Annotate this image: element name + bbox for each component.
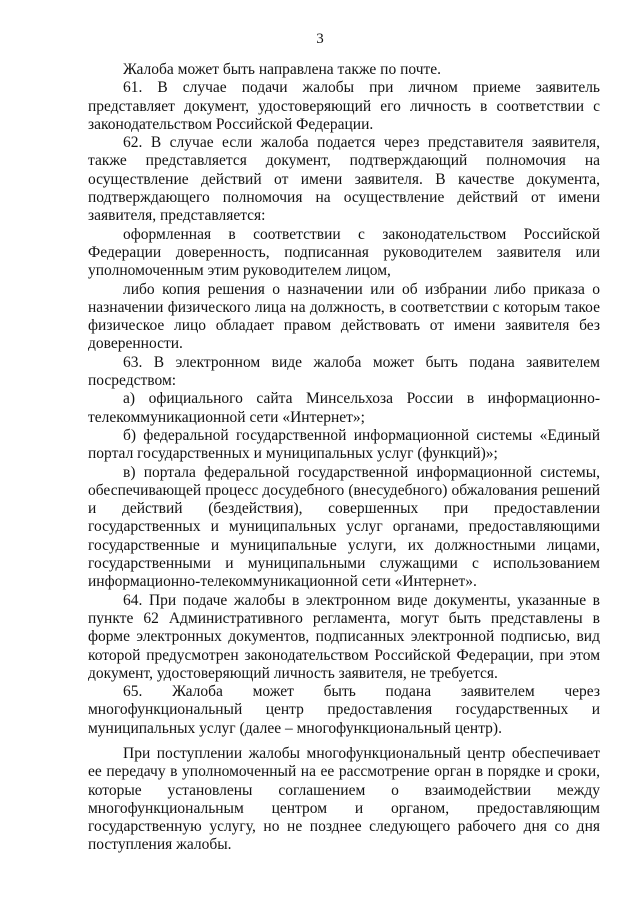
page-number: 3 <box>316 31 324 47</box>
paragraph-63-b: б) федеральной государственной информационной системы «Единый портал государственных и муниципальных услуг (функций)»; <box>88 426 600 463</box>
paragraph-62-appointment-decision: либо копия решения о назначении или об избрании либо приказа о назначении физического лица на должность, в соответствии с которым такое физическое лицо обладает правом действовать от имени заявителя без доверенности. <box>88 280 600 353</box>
paragraph-62: 62. В случае если жалоба подается через представителя заявителя, также представляется документ, подтверждающий полномочия на осуществление действий от имени заявителя. В качестве документа, подтверждающего полномочия на осуществление действий от имени заявителя, представляется: <box>88 134 600 225</box>
paragraph-63-a: а) официального сайта Минсельхоза России в информационно-телекоммуникационной сети «Интернет»; <box>88 390 600 426</box>
paragraph-62-power-of-attorney: оформленная в соответствии с законодательством Российской Федерации доверенность, подписанная руководителем заявителя или уполномоченным этим руководителем лицом, <box>88 225 600 280</box>
paragraph-63: 63. В электронном виде жалоба может быть подана заявителем посредством: <box>88 353 600 390</box>
paragraph-64: 64. При подаче жалобы в электронном виде документы, указанные в пункте 62 Административного регламента, могут быть представлены в форме электронных документов, подписанных электронной подписью, вид которой предусмотрен законодательством Российской Федерации, при этом документ, удостоверяющий личность заявителя, не требуется. <box>88 591 600 682</box>
paragraph-65-mfc-transfer: При поступлении жалобы многофункциональный центр обеспечивает ее передачу в уполномоченный на ее рассмотрение орган в порядке и сроки, которые установлены соглашением о взаимодействии между многофункциональным центром и органом, предоставляющим государственную услугу, но не позднее следующего рабочего дня со дня поступления жалобы. <box>88 744 600 854</box>
paragraph-61: 61. В случае подачи жалобы при личном приеме заявитель представляет документ, удостоверяющий его личность в соответствии с законодательством Российской Федерации. <box>88 79 600 133</box>
paragraph-mail: Жалоба может быть направлена также по почте. <box>123 61 442 78</box>
document-body <box>88 61 600 855</box>
paragraph-65: 65. Жалоба может быть подана заявителем через многофункциональный центр предоставления государственных и муниципальных услуг (далее – многофункциональный центр). <box>88 683 600 737</box>
paragraph-63-v: в) портала федеральной государственной информационной системы, обеспечивающей процесс досудебного (внесудебного) обжалования решений и действий (бездействия), совершенных при предоставлении государственных и муниципальных услуг органами, предоставляющими государственные и муниципальные услуги, их должностными лицами, государственными и муниципальными служащими с использованием информационно-телекоммуникационной сети «Интернет». <box>88 463 600 591</box>
